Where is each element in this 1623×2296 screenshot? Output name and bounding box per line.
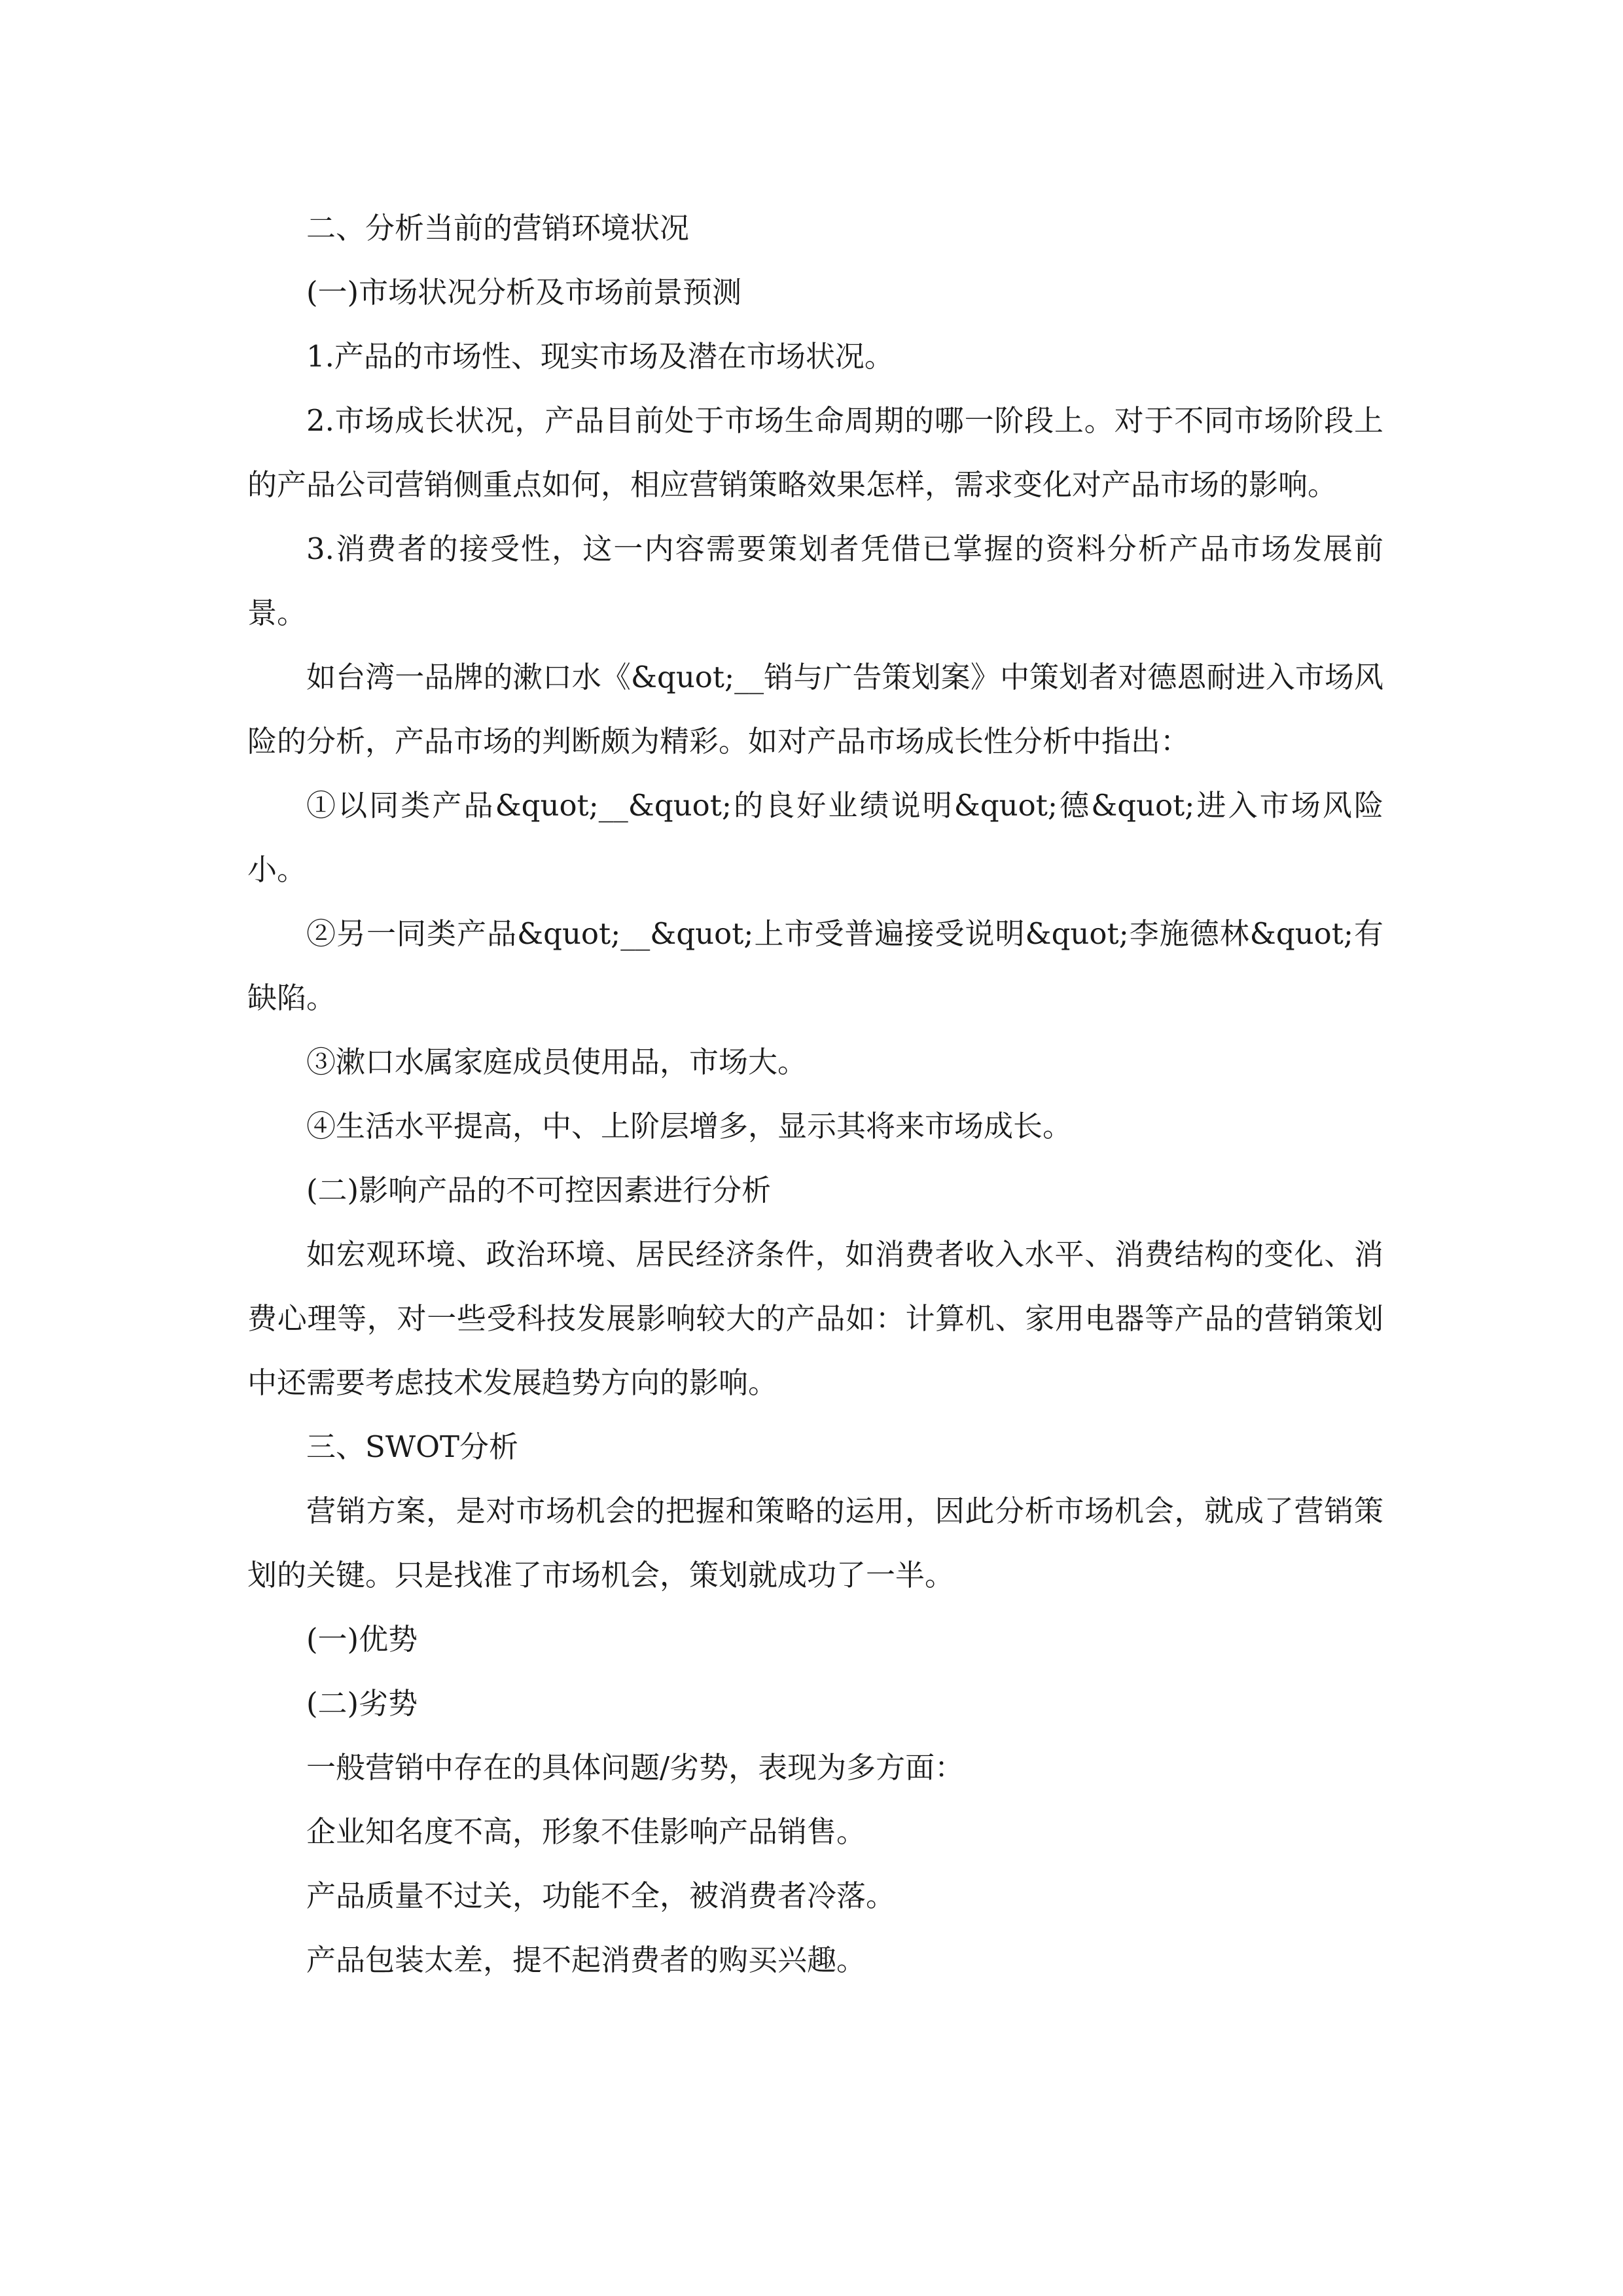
paragraph-point-1: ①以同类产品&quot;__&quot;的良好业绩说明&quot;德&quot;进入市场风险小。 (247, 788, 1383, 887)
subsection-heading-uncontrollable: (二)影响产品的不可控因素进行分析 (306, 1173, 772, 1208)
subsection-heading-strengths: (一)优势 (306, 1622, 418, 1657)
paragraph-example: 如台湾一品牌的漱口水《&quot;__销与广告策划案》中策划者对德恩耐进入市场风险的分析，产品市场的判断颇为精彩。如对产品市场成长性分析中指出： (247, 660, 1383, 759)
paragraph-macro-environment: 如宏观环境、政治环境、居民经济条件，如消费者收入水平、消费结构的变化、消费心理等，对一些受科技发展影响较大的产品如：计算机、家用电器等产品的营销策划中还需要考虑技术发展趋势方向的影响。 (247, 1237, 1383, 1400)
paragraph-item-1: 1.产品的市场性、现实市场及潜在市场状况。 (306, 339, 894, 374)
paragraph-item-3: 3.消费者的接受性，这一内容需要策划者凭借已掌握的资料分析产品市场发展前景。 (247, 531, 1383, 630)
paragraph-swot-intro: 营销方案，是对市场机会的把握和策略的运用，因此分析市场机会，就成了营销策划的关键。只是找准了市场机会，策划就成功了一半。 (247, 1494, 1383, 1592)
paragraph-weakness-2: 产品质量不过关，功能不全，被消费者冷落。 (306, 1878, 896, 1913)
subsection-heading-weaknesses: (二)劣势 (306, 1686, 418, 1721)
subsection-heading-market: (一)市场状况分析及市场前景预测 (306, 275, 742, 310)
paragraph-weakness-1: 企业知名度不高，形象不佳影响产品销售。 (306, 1814, 866, 1849)
section-heading-analysis: 二、分析当前的营销环境状况 (306, 211, 690, 245)
paragraph-point-2: ②另一同类产品&quot;__&quot;上市受普遍接受说明&quot;李施德林&quot;有缺陷。 (247, 916, 1383, 1015)
section-heading-swot: 三、SWOT分析 (306, 1429, 518, 1464)
paragraph-weakness-3: 产品包装太差，提不起消费者的购买兴趣。 (306, 1943, 866, 1977)
paragraph-point-4: ④生活水平提高，中、上阶层增多，显示其将来市场成长。 (306, 1109, 1073, 1143)
paragraph-point-3: ③漱口水属家庭成员使用品，市场大。 (306, 1045, 808, 1079)
paragraph-weakness-intro: 一般营销中存在的具体问题/劣势，表现为多方面： (306, 1750, 965, 1785)
document-body (247, 196, 1383, 1992)
paragraph-item-2: 2.市场成长状况，产品目前处于市场生命周期的哪一阶段上。对于不同市场阶段上的产品公司营销侧重点如何，相应营销策略效果怎样，需求变化对产品市场的影响。 (247, 403, 1383, 502)
